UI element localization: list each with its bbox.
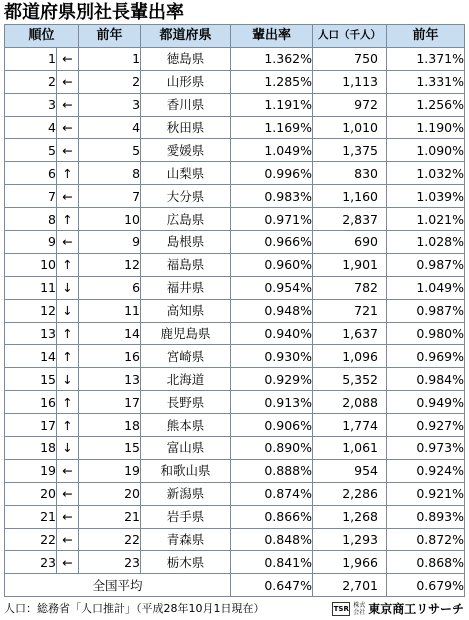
- prev-rank-cell: 10: [79, 208, 141, 231]
- prev-rate-cell: 0.980%: [387, 322, 465, 345]
- table-header-row: [5, 25, 465, 48]
- rank-cell: 13: [5, 322, 57, 345]
- rank-change-arrow-icon: ↓: [57, 299, 79, 322]
- prev-rank-cell: 7: [79, 185, 141, 208]
- prev-rank-cell: 23: [79, 551, 141, 574]
- table-row: [5, 162, 465, 185]
- table-row: [5, 299, 465, 322]
- rate-cell: 0.954%: [231, 276, 313, 299]
- rank-cell: 21: [5, 505, 57, 528]
- prev-rank-cell: 11: [79, 299, 141, 322]
- population-cell: 1,774: [313, 414, 387, 437]
- rank-change-arrow-icon: ↑: [57, 322, 79, 345]
- prev-rank-cell: 12: [79, 253, 141, 276]
- national-average-rate: 0.647%: [231, 574, 313, 597]
- prefecture-cell: 岩手県: [141, 505, 231, 528]
- rank-change-arrow-icon: ←: [57, 185, 79, 208]
- rank-change-arrow-icon: ←: [57, 93, 79, 116]
- rank-cell: 4: [5, 116, 57, 139]
- table-row: [5, 47, 465, 70]
- prev-rank-cell: 8: [79, 162, 141, 185]
- brand-name: 東京商工リサーチ: [368, 602, 464, 616]
- table-row: [5, 391, 465, 414]
- rank-cell: 9: [5, 231, 57, 254]
- population-cell: 721: [313, 299, 387, 322]
- rate-cell: 0.841%: [231, 551, 313, 574]
- rate-cell: 1.169%: [231, 116, 313, 139]
- table-row: [5, 322, 465, 345]
- table-row: [5, 93, 465, 116]
- rank-cell: 3: [5, 93, 57, 116]
- header-prev-rate: 前年: [387, 25, 465, 48]
- rank-cell: 12: [5, 299, 57, 322]
- prev-rate-cell: 0.924%: [387, 459, 465, 482]
- rate-cell: 0.906%: [231, 414, 313, 437]
- population-cell: 690: [313, 231, 387, 254]
- rank-change-arrow-icon: ↑: [57, 208, 79, 231]
- prefecture-cell: 山梨県: [141, 162, 231, 185]
- prev-rate-cell: 0.984%: [387, 368, 465, 391]
- rank-cell: 18: [5, 437, 57, 460]
- prefecture-cell: 秋田県: [141, 116, 231, 139]
- tsr-logo-icon: TSR: [332, 602, 350, 616]
- table-row: [5, 528, 465, 551]
- population-cell: 1,293: [313, 528, 387, 551]
- rank-change-arrow-icon: ←: [57, 528, 79, 551]
- brand: [332, 600, 464, 618]
- rank-cell: 14: [5, 345, 57, 368]
- rate-cell: 0.848%: [231, 528, 313, 551]
- rank-cell: 5: [5, 139, 57, 162]
- population-cell: 830: [313, 162, 387, 185]
- prev-rate-cell: 1.331%: [387, 70, 465, 93]
- prefecture-cell: 栃木県: [141, 551, 231, 574]
- rank-change-arrow-icon: ←: [57, 505, 79, 528]
- rate-cell: 0.866%: [231, 505, 313, 528]
- population-cell: 1,061: [313, 437, 387, 460]
- table-row: [5, 208, 465, 231]
- population-cell: 750: [313, 47, 387, 70]
- prev-rate-cell: 0.868%: [387, 551, 465, 574]
- header-rank: 順位: [5, 25, 79, 48]
- table-row: [5, 345, 465, 368]
- prev-rate-cell: 1.028%: [387, 231, 465, 254]
- prev-rate-cell: 0.949%: [387, 391, 465, 414]
- national-average-row: [5, 574, 465, 597]
- prev-rank-cell: 5: [79, 139, 141, 162]
- rate-cell: 1.285%: [231, 70, 313, 93]
- rate-cell: 0.930%: [231, 345, 313, 368]
- prefecture-cell: 福井県: [141, 276, 231, 299]
- rank-change-arrow-icon: ↑: [57, 162, 79, 185]
- rate-cell: 0.890%: [231, 437, 313, 460]
- prefecture-cell: 福島県: [141, 253, 231, 276]
- prev-rank-cell: 9: [79, 231, 141, 254]
- prev-rank-cell: 20: [79, 482, 141, 505]
- prefecture-cell: 新潟県: [141, 482, 231, 505]
- table-row: [5, 551, 465, 574]
- population-cell: 1,268: [313, 505, 387, 528]
- prefecture-cell: 宮崎県: [141, 345, 231, 368]
- prev-rank-cell: 21: [79, 505, 141, 528]
- prev-rank-cell: 15: [79, 437, 141, 460]
- table-row: [5, 139, 465, 162]
- prev-rate-cell: 1.049%: [387, 276, 465, 299]
- national-average-population: 2,701: [313, 574, 387, 597]
- rank-cell: 16: [5, 391, 57, 414]
- rank-cell: 20: [5, 482, 57, 505]
- table-row: [5, 482, 465, 505]
- population-cell: 1,113: [313, 70, 387, 93]
- rank-cell: 22: [5, 528, 57, 551]
- table-body: [5, 47, 465, 573]
- rank-cell: 15: [5, 368, 57, 391]
- rate-cell: 1.362%: [231, 47, 313, 70]
- rank-change-arrow-icon: ↓: [57, 437, 79, 460]
- rank-change-arrow-icon: ↓: [57, 368, 79, 391]
- population-cell: 1,901: [313, 253, 387, 276]
- rank-change-arrow-icon: ↓: [57, 276, 79, 299]
- prefecture-cell: 島根県: [141, 231, 231, 254]
- population-cell: 1,160: [313, 185, 387, 208]
- rank-cell: 1: [5, 47, 57, 70]
- prev-rate-cell: 0.987%: [387, 253, 465, 276]
- prev-rank-cell: 17: [79, 391, 141, 414]
- rate-cell: 0.971%: [231, 208, 313, 231]
- rank-cell: 17: [5, 414, 57, 437]
- footer: [4, 600, 466, 618]
- prefecture-cell: 徳島県: [141, 47, 231, 70]
- rank-change-arrow-icon: ↑: [57, 345, 79, 368]
- prev-rank-cell: 6: [79, 276, 141, 299]
- prev-rate-cell: 0.893%: [387, 505, 465, 528]
- prefecture-cell: 北海道: [141, 368, 231, 391]
- prev-rank-cell: 22: [79, 528, 141, 551]
- table-row: [5, 505, 465, 528]
- prev-rate-cell: 0.973%: [387, 437, 465, 460]
- prefecture-cell: 熊本県: [141, 414, 231, 437]
- page-title: 都道府県別社長輩出率: [4, 2, 184, 23]
- population-cell: 1,010: [313, 116, 387, 139]
- prev-rate-cell: 0.921%: [387, 482, 465, 505]
- rank-cell: 2: [5, 70, 57, 93]
- population-cell: 954: [313, 459, 387, 482]
- table-row: [5, 368, 465, 391]
- prev-rate-cell: 1.256%: [387, 93, 465, 116]
- rank-cell: 10: [5, 253, 57, 276]
- national-average-prev-rate: 0.679%: [387, 574, 465, 597]
- prev-rate-cell: 0.987%: [387, 299, 465, 322]
- prev-rate-cell: 1.090%: [387, 139, 465, 162]
- rate-cell: 0.966%: [231, 231, 313, 254]
- prev-rank-cell: 13: [79, 368, 141, 391]
- prefecture-cell: 愛媛県: [141, 139, 231, 162]
- prev-rate-cell: 1.371%: [387, 47, 465, 70]
- population-cell: 782: [313, 276, 387, 299]
- rate-cell: 1.049%: [231, 139, 313, 162]
- population-cell: 2,837: [313, 208, 387, 231]
- table-row: [5, 185, 465, 208]
- brand-company-type: 株式会社: [353, 602, 366, 616]
- rate-cell: 0.874%: [231, 482, 313, 505]
- header-prefecture: 都道府県: [141, 25, 231, 48]
- rate-cell: 0.948%: [231, 299, 313, 322]
- prev-rank-cell: 3: [79, 93, 141, 116]
- header-prev-rank: 前年: [79, 25, 141, 48]
- table-row: [5, 414, 465, 437]
- population-cell: 1,966: [313, 551, 387, 574]
- prev-rank-cell: 14: [79, 322, 141, 345]
- ranking-table: [4, 24, 465, 597]
- population-cell: 972: [313, 93, 387, 116]
- rank-cell: 6: [5, 162, 57, 185]
- rank-change-arrow-icon: ←: [57, 47, 79, 70]
- population-cell: 1,637: [313, 322, 387, 345]
- rank-change-arrow-icon: ↑: [57, 253, 79, 276]
- rank-cell: 19: [5, 459, 57, 482]
- prefecture-cell: 高知県: [141, 299, 231, 322]
- population-cell: 5,352: [313, 368, 387, 391]
- prev-rank-cell: 19: [79, 459, 141, 482]
- prev-rate-cell: 1.021%: [387, 208, 465, 231]
- prefecture-cell: 和歌山県: [141, 459, 231, 482]
- rate-cell: 0.940%: [231, 322, 313, 345]
- prev-rate-cell: 1.190%: [387, 116, 465, 139]
- rate-cell: 1.191%: [231, 93, 313, 116]
- rank-change-arrow-icon: ←: [57, 459, 79, 482]
- header-population: 人口（千人）: [313, 25, 387, 48]
- prev-rate-cell: 0.969%: [387, 345, 465, 368]
- rank-cell: 8: [5, 208, 57, 231]
- prefecture-cell: 富山県: [141, 437, 231, 460]
- prev-rank-cell: 18: [79, 414, 141, 437]
- prefecture-cell: 香川県: [141, 93, 231, 116]
- prefecture-cell: 大分県: [141, 185, 231, 208]
- population-cell: 1,375: [313, 139, 387, 162]
- rate-cell: 0.960%: [231, 253, 313, 276]
- rate-cell: 0.888%: [231, 459, 313, 482]
- rank-cell: 7: [5, 185, 57, 208]
- rank-change-arrow-icon: ↑: [57, 414, 79, 437]
- rate-cell: 0.929%: [231, 368, 313, 391]
- rate-cell: 0.913%: [231, 391, 313, 414]
- rate-cell: 0.996%: [231, 162, 313, 185]
- prev-rank-cell: 16: [79, 345, 141, 368]
- rank-change-arrow-icon: ←: [57, 139, 79, 162]
- table-row: [5, 437, 465, 460]
- rank-change-arrow-icon: ←: [57, 551, 79, 574]
- rank-change-arrow-icon: ←: [57, 70, 79, 93]
- table-row: [5, 116, 465, 139]
- population-cell: 1,096: [313, 345, 387, 368]
- table-row: [5, 231, 465, 254]
- table-row: [5, 253, 465, 276]
- rank-cell: 23: [5, 551, 57, 574]
- population-cell: 2,088: [313, 391, 387, 414]
- prefecture-cell: 山形県: [141, 70, 231, 93]
- prev-rank-cell: 1: [79, 47, 141, 70]
- table-row: [5, 276, 465, 299]
- header-rate: 輩出率: [231, 25, 313, 48]
- prev-rate-cell: 0.927%: [387, 414, 465, 437]
- prefecture-cell: 鹿児島県: [141, 322, 231, 345]
- table-row: [5, 459, 465, 482]
- prefecture-cell: 長野県: [141, 391, 231, 414]
- population-cell: 2,286: [313, 482, 387, 505]
- table-row: [5, 70, 465, 93]
- rank-change-arrow-icon: ←: [57, 116, 79, 139]
- rate-cell: 0.983%: [231, 185, 313, 208]
- rank-change-arrow-icon: ←: [57, 482, 79, 505]
- prefecture-cell: 広島県: [141, 208, 231, 231]
- rank-change-arrow-icon: ←: [57, 231, 79, 254]
- national-average-label: 全国平均: [5, 574, 231, 597]
- prev-rate-cell: 1.032%: [387, 162, 465, 185]
- prefecture-cell: 青森県: [141, 528, 231, 551]
- prev-rate-cell: 0.872%: [387, 528, 465, 551]
- source-note: 人口：総務省「人口推計」（平成28年10月1日現在）: [4, 602, 265, 615]
- prev-rank-cell: 4: [79, 116, 141, 139]
- prev-rate-cell: 1.039%: [387, 185, 465, 208]
- rank-cell: 11: [5, 276, 57, 299]
- prev-rank-cell: 2: [79, 70, 141, 93]
- rank-change-arrow-icon: ↑: [57, 391, 79, 414]
